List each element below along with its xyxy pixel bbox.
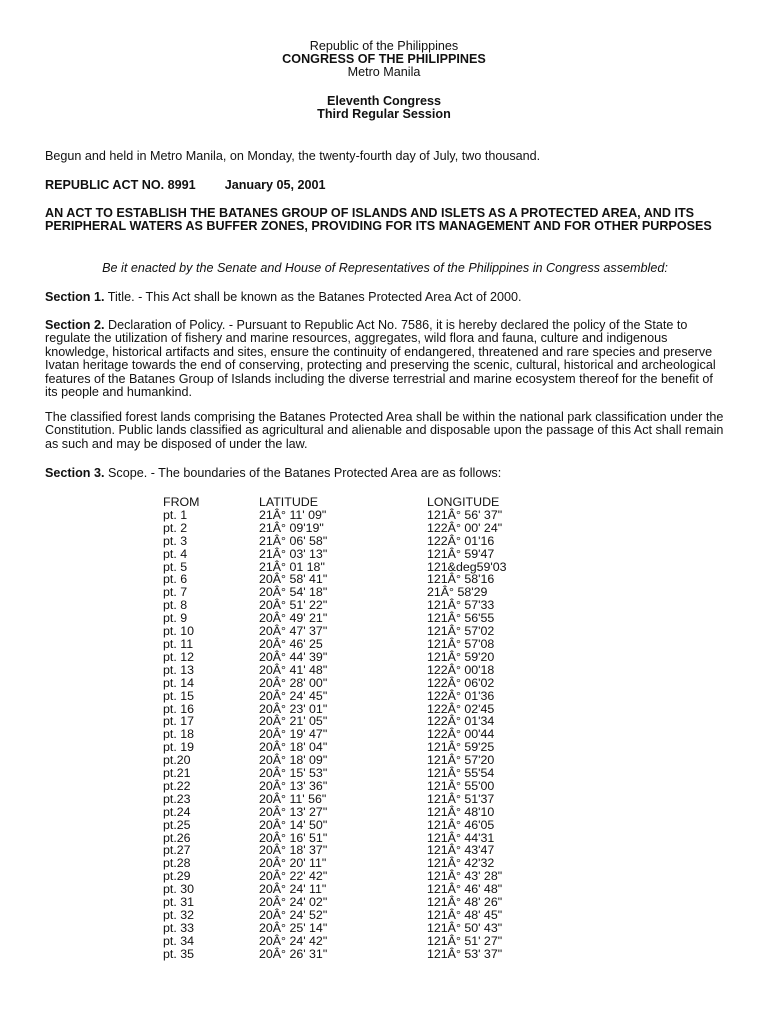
cell-point: pt. 15	[163, 688, 195, 703]
cell-point: pt.24	[163, 804, 191, 819]
cell-latitude: 20Â° 13' 36"	[259, 778, 328, 793]
cell-longitude: 121Â° 51' 27"	[427, 933, 503, 948]
cell-longitude: 122Â° 00'18	[427, 662, 495, 677]
section-3	[45, 467, 725, 480]
cell-latitude: 20Â° 24' 52"	[259, 908, 328, 922]
cell-point: pt. 7	[163, 585, 188, 600]
cell-latitude: 20Â° 22' 42"	[259, 869, 328, 884]
section-2-paragraph-2	[45, 411, 725, 451]
cell-longitude: 121&deg59'03	[427, 559, 507, 574]
table-row	[163, 522, 547, 535]
cell-longitude: 122Â° 00'44	[427, 727, 495, 742]
cell-latitude: 20Â° 16' 51"	[259, 830, 328, 845]
section-text: Scope. - The boundaries of the Batanes Protected Area are as follows:	[104, 466, 502, 480]
cell-longitude: 121Â° 43' 28"	[427, 869, 503, 884]
table-row	[163, 767, 547, 780]
cell-latitude: 20Â° 51' 22"	[259, 598, 328, 613]
cell-latitude: 20Â° 18' 09"	[259, 753, 328, 768]
cell-point: pt.28	[163, 856, 191, 871]
cell-latitude: 20Â° 23' 01"	[259, 701, 328, 716]
cell-point: pt. 12	[163, 649, 195, 664]
cell-longitude: 121Â° 53' 37"	[427, 946, 503, 961]
cell-latitude: 20Â° 49' 21"	[259, 611, 328, 626]
act-heading	[45, 179, 725, 192]
table-row	[163, 690, 547, 703]
cell-longitude: 121Â° 48' 26"	[427, 895, 503, 910]
cell-latitude: 20Â° 13' 27"	[259, 804, 328, 819]
cell-longitude: 121Â° 59'25	[427, 740, 495, 755]
cell-latitude: 20Â° 28' 00"	[259, 675, 328, 690]
section-text: Declaration of Policy. - Pursuant to Republic Act No. 7586, it is hereby declared the policy of the State to regulate the utilization of fishery and marine resources, aggregates, wild flora and fauna, culture and indigenous knowledge, historical artifacts and sites, ensure the continuity of endangered, threatened and rare species and preserve Ivatan heritage towards the end of conserving, protecting and preserving the scenic, cultural, historical and archeological features of the Batanes Group of Islands including the diverse terrestrial and marine ecosystem thereof for the benefit of its people and humankind.	[45, 318, 716, 400]
cell-point: pt. 35	[163, 946, 195, 961]
section-label: Section 3.	[45, 466, 105, 480]
table-row	[163, 573, 547, 586]
cell-point: pt. 8	[163, 598, 188, 613]
cell-longitude: 121Â° 43'47	[427, 843, 495, 858]
cell-point: pt.20	[163, 753, 191, 768]
cell-latitude: 20Â° 11' 56"	[259, 791, 327, 806]
cell-point: pt.25	[163, 817, 191, 832]
cell-longitude: 121Â° 56' 37"	[427, 507, 503, 522]
cell-point: pt. 2	[163, 520, 188, 535]
section-text: Title. - This Act shall be known as the Batanes Protected Area Act of 2000.	[104, 290, 522, 304]
table-row	[163, 651, 547, 664]
section-label: Section 2.	[45, 318, 105, 332]
cell-point: pt. 13	[163, 662, 195, 677]
column-header-latitude: LATITUDE	[259, 495, 318, 509]
table-row	[163, 935, 547, 948]
table-row	[163, 548, 547, 561]
section-2	[45, 319, 725, 399]
cell-latitude: 20Â° 58' 41"	[259, 572, 328, 587]
cell-longitude: 121Â° 46' 48"	[427, 882, 503, 897]
cell-longitude: 122Â° 06'02	[427, 675, 495, 690]
cell-latitude: 20Â° 26' 31"	[259, 946, 328, 961]
cell-latitude: 21Â° 03' 13"	[259, 546, 328, 561]
act-number: REPUBLIC ACT NO. 8991	[45, 178, 196, 192]
header-congress: CONGRESS OF THE PHILIPPINES	[282, 52, 486, 66]
cell-point: pt. 14	[163, 675, 195, 690]
cell-point: pt.26	[163, 830, 191, 845]
enacting-clause: Be it enacted by the Senate and House of Representatives of the Philippines in Congress assembled:	[102, 261, 668, 275]
cell-longitude: 121Â° 44'31	[427, 830, 495, 845]
cell-point: pt. 34	[163, 933, 195, 948]
cell-longitude: 121Â° 55'54	[427, 766, 495, 781]
cell-point: pt. 9	[163, 611, 188, 626]
table-row	[163, 806, 547, 819]
cell-latitude: 20Â° 24' 42"	[259, 933, 328, 948]
cell-longitude: 121Â° 48' 45"	[427, 908, 503, 922]
cell-point: pt. 33	[163, 920, 195, 935]
table-row	[163, 509, 547, 522]
cell-longitude: 21Â° 58'29	[427, 585, 488, 600]
cell-latitude: 20Â° 18' 04"	[259, 740, 328, 755]
session-title: Third Regular Session	[317, 107, 451, 121]
table-row	[163, 793, 547, 806]
cell-latitude: 20Â° 47' 37"	[259, 624, 328, 639]
cell-point: pt. 4	[163, 546, 188, 561]
cell-longitude: 122Â° 01'36	[427, 688, 495, 703]
cell-point: pt. 10	[163, 624, 195, 639]
cell-point: pt. 16	[163, 701, 195, 716]
table-row	[163, 948, 547, 961]
cell-longitude: 121Â° 57'20	[427, 753, 495, 768]
boundary-coordinates-table	[163, 496, 547, 961]
cell-latitude: 20Â° 21' 05"	[259, 714, 328, 729]
cell-longitude: 121Â° 59'20	[427, 649, 495, 664]
cell-longitude: 121Â° 46'05	[427, 817, 495, 832]
cell-point: pt. 5	[163, 559, 188, 574]
section-label: Section 1.	[45, 290, 105, 304]
cell-latitude: 20Â° 19' 47"	[259, 727, 328, 742]
table-header-row	[163, 496, 547, 509]
cell-point: pt. 11	[163, 636, 194, 651]
cell-point: pt.27	[163, 843, 191, 858]
cell-latitude: 20Â° 24' 45"	[259, 688, 328, 703]
act-date: January 05, 2001	[224, 178, 326, 192]
cell-longitude: 121Â° 42'32	[427, 856, 495, 871]
cell-point: pt. 30	[163, 882, 195, 897]
act-title: AN ACT TO ESTABLISH THE BATANES GROUP OF ISLANDS AND ISLETS AS A PROTECTED AREA, AND ITS PERIPHERAL WATERS AS BUFFER ZONES, PROVIDING FOR ITS MANAGEMENT AND FOR OTHER PURPOSES	[45, 206, 712, 234]
cell-point: pt. 32	[163, 908, 195, 922]
cell-point: pt. 18	[163, 727, 195, 742]
cell-latitude: 20Â° 41' 48"	[259, 662, 328, 677]
cell-latitude: 20Â° 24' 11"	[259, 882, 327, 897]
table-row	[163, 922, 547, 935]
cell-longitude: 122Â° 02'45	[427, 701, 495, 716]
column-header-from: FROM	[163, 495, 200, 509]
cell-latitude: 20Â° 20' 11"	[259, 856, 327, 871]
cell-point: pt. 31	[163, 895, 195, 910]
cell-latitude: 21Â° 06' 58"	[259, 533, 328, 548]
table-row	[163, 664, 547, 677]
cell-longitude: 121Â° 48'10	[427, 804, 495, 819]
cell-point: pt. 19	[163, 740, 195, 755]
header-republic: Republic of the Philippines	[309, 39, 459, 53]
cell-latitude: 21Â° 01 18"	[259, 559, 325, 574]
cell-longitude: 121Â° 58'16	[427, 572, 495, 587]
cell-longitude: 122Â° 01'16	[427, 533, 495, 548]
table-row	[163, 535, 547, 548]
cell-point: pt. 1	[163, 507, 188, 522]
cell-latitude: 20Â° 25' 14"	[259, 920, 328, 935]
table-row	[163, 677, 547, 690]
cell-point: pt. 6	[163, 572, 188, 587]
cell-point: pt. 3	[163, 533, 188, 548]
cell-longitude: 121Â° 56'55	[427, 611, 495, 626]
cell-longitude: 121Â° 59'47	[427, 546, 495, 561]
cell-latitude: 20Â° 15' 53"	[259, 766, 328, 781]
cell-longitude: 122Â° 01'34	[427, 714, 495, 729]
cell-point: pt.29	[163, 869, 191, 884]
table-row	[163, 819, 547, 832]
cell-longitude: 122Â° 00' 24"	[427, 520, 503, 535]
cell-longitude: 121Â° 51'37	[427, 791, 495, 806]
cell-point: pt.23	[163, 791, 191, 806]
cell-latitude: 21Â° 09'19"	[259, 520, 324, 535]
cell-longitude: 121Â° 57'02	[427, 624, 495, 639]
cell-point: pt. 17	[163, 714, 195, 729]
section-text: The classified forest lands comprising the Batanes Protected Area shall be within the national park classification under the Constitution. Public lands classified as agricultural and alienable and disposable upon the passage of this Act shall remain as such and may be disposed of under the law.	[45, 410, 724, 451]
column-header-longitude: LONGITUDE	[427, 495, 500, 509]
cell-longitude: 121Â° 57'33	[427, 598, 495, 613]
cell-latitude: 20Â° 24' 02"	[259, 895, 328, 910]
section-1	[45, 291, 725, 304]
table-row	[163, 638, 547, 651]
cell-point: pt.22	[163, 778, 191, 793]
congress-number: Eleventh Congress	[326, 94, 442, 108]
cell-longitude: 121Â° 55'00	[427, 778, 495, 793]
cell-point: pt.21	[163, 766, 191, 781]
cell-latitude: 20Â° 18' 37"	[259, 843, 328, 858]
cell-latitude: 20Â° 44' 39"	[259, 649, 328, 664]
table-row	[163, 909, 547, 922]
cell-longitude: 121Â° 57'08	[427, 636, 495, 651]
header-city: Metro Manila	[347, 65, 421, 79]
cell-longitude: 121Â° 50' 43"	[427, 920, 503, 935]
cell-latitude: 20Â° 14' 50"	[259, 817, 328, 832]
table-row	[163, 780, 547, 793]
cell-latitude: 20Â° 54' 18"	[259, 585, 328, 600]
cell-latitude: 20Â° 46' 25	[259, 636, 323, 651]
cell-latitude: 21Â° 11' 09"	[259, 507, 327, 522]
begun-statement: Begun and held in Metro Manila, on Monday, the twenty-fourth day of July, two thousand.	[45, 149, 541, 163]
